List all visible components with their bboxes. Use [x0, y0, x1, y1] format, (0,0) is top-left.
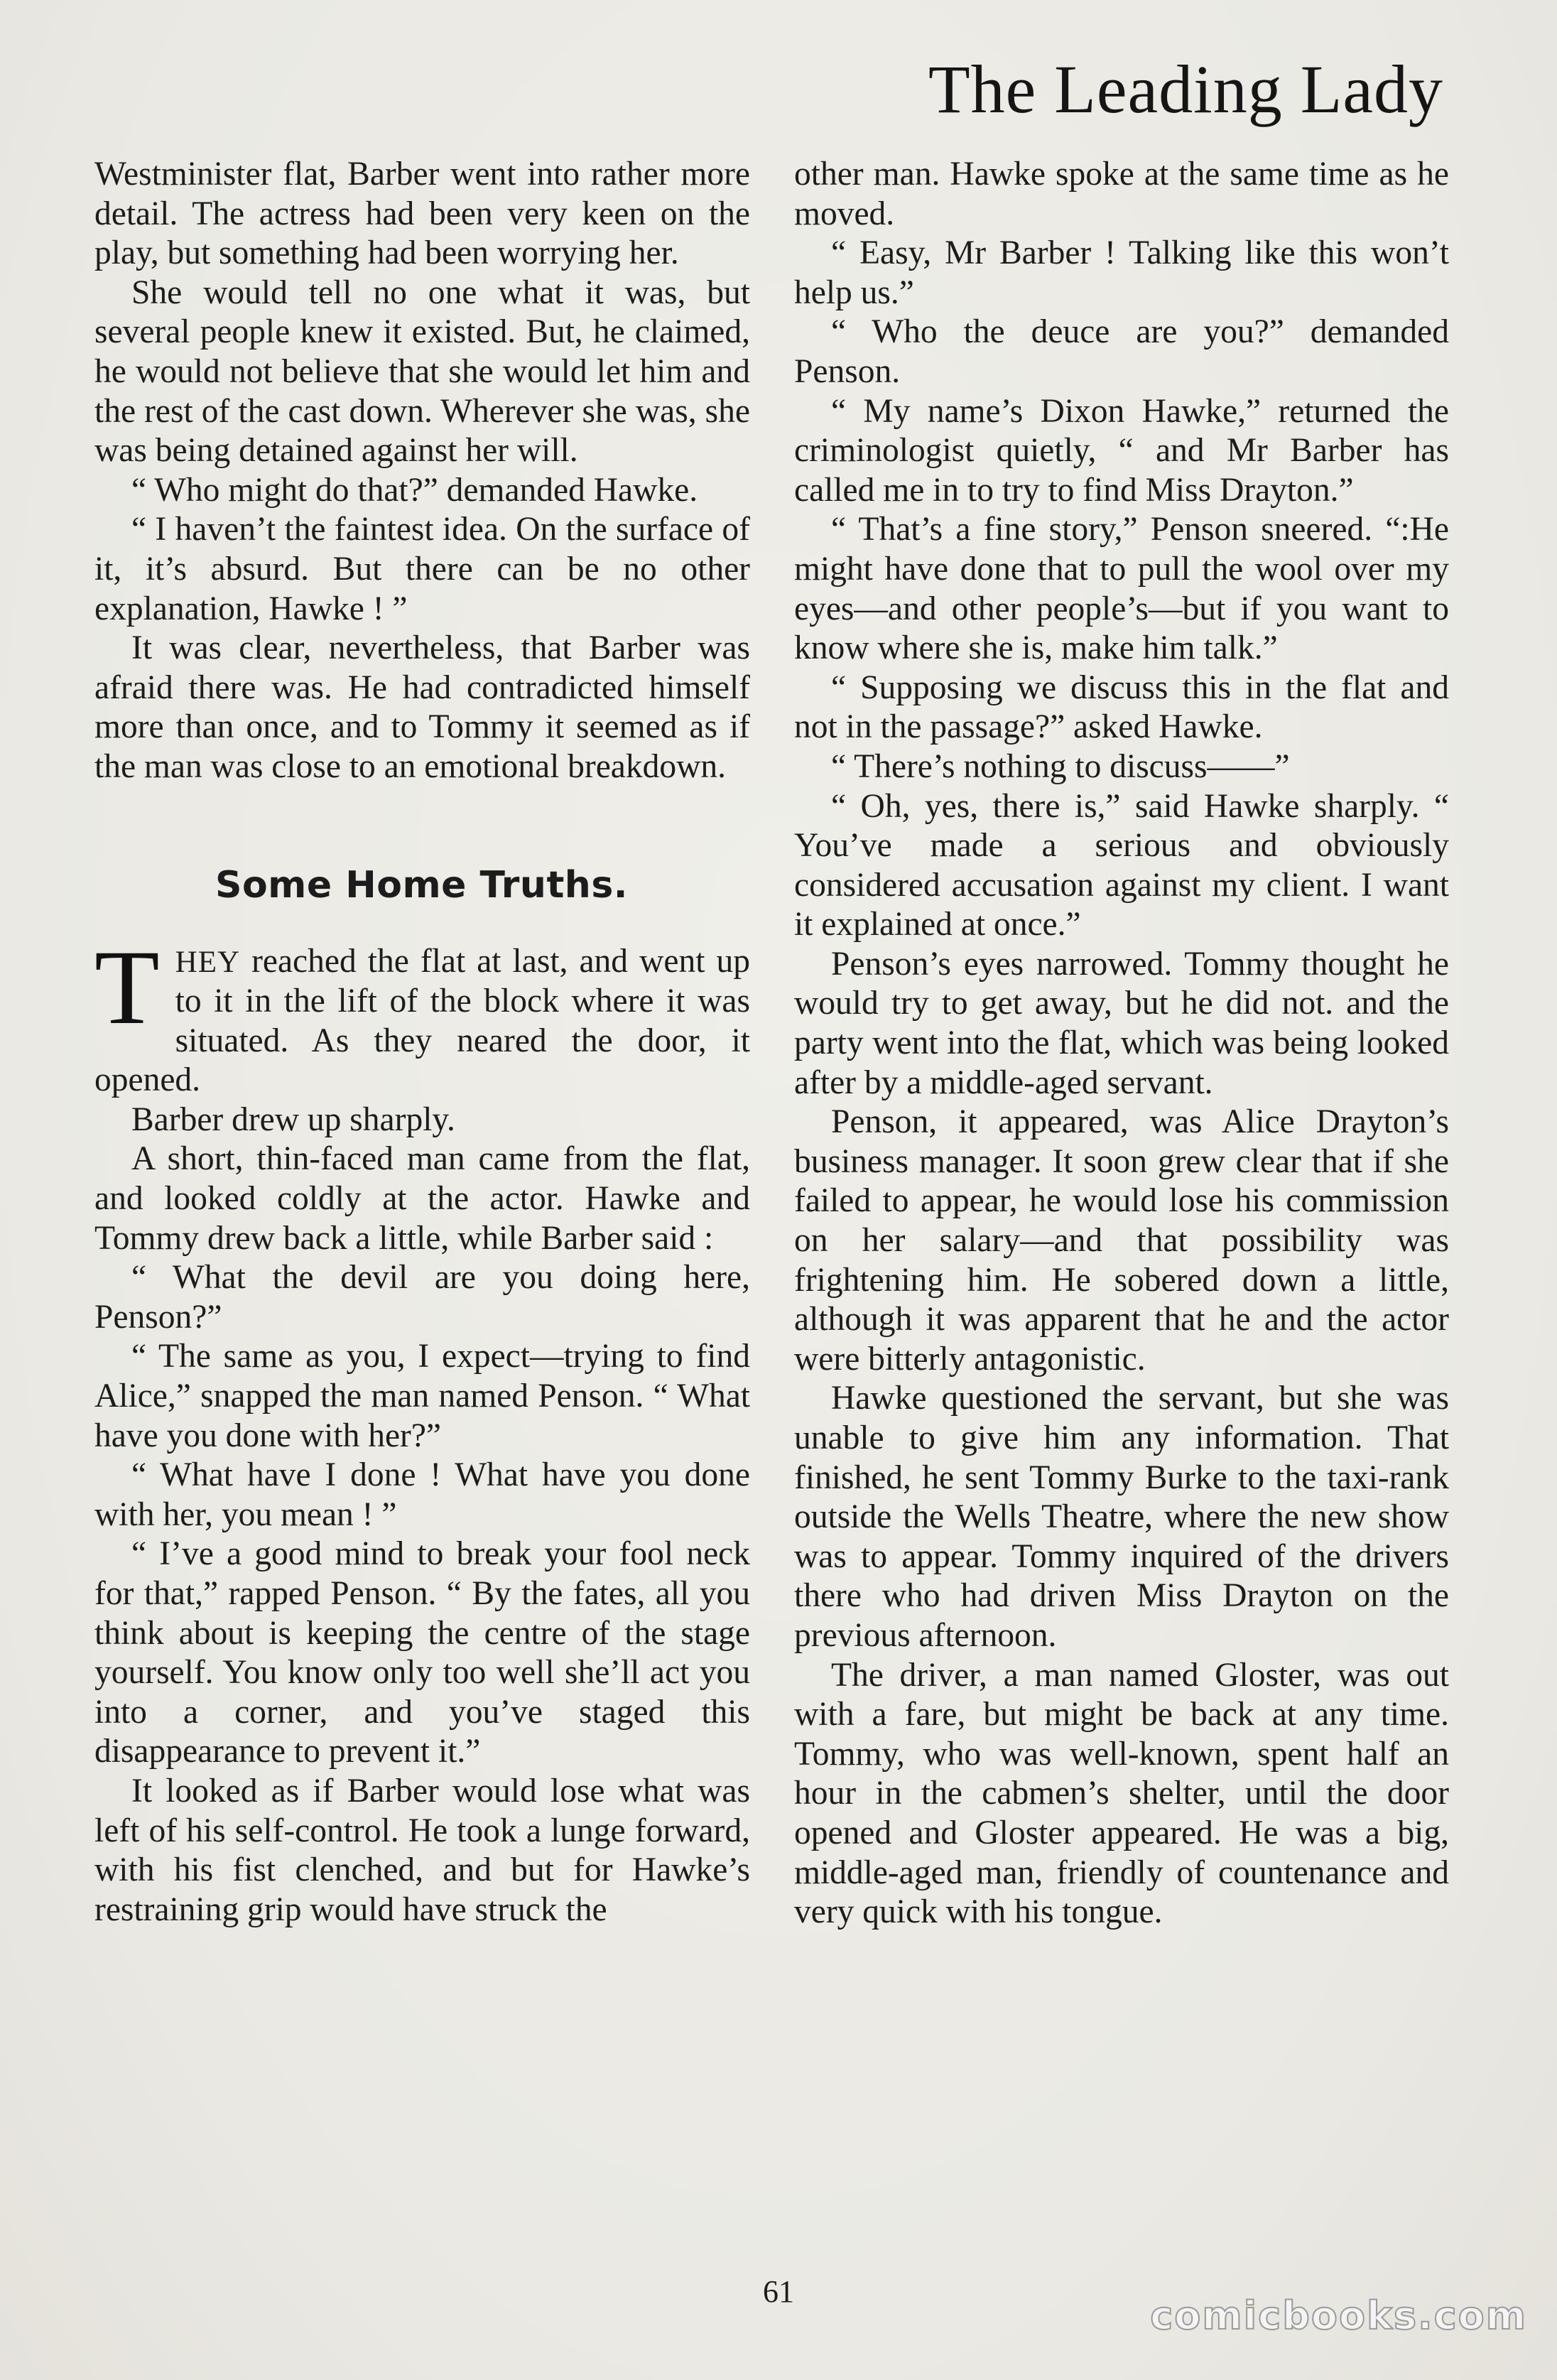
paragraph: Westminister flat, Barber went into rather more detail. The actress had been very keen on the play, but something had been worrying her. — [94, 156, 750, 272]
watermark-logo: comicbooks.com — [1150, 2293, 1527, 2338]
paragraph: “ I’ve a good mind to break your fool neck for that,” rapped Penson. “ By the fates, all you think about is keeping the centre of the stage yourself. You know only too well she’ll act you into a corner, and you’ve staged this disappearance to prevent it.” — [94, 1535, 750, 1770]
running-title: The Leading Lady — [928, 51, 1443, 127]
paragraph: She would tell no one what it was, but several people knew it existed. But, he claimed, he would not believe that she would let him and the rest of the cast down. Wherever she was, she was being detained against her will. — [94, 274, 750, 470]
paragraph: “ Supposing we discuss this in the flat and not in the passage?” asked Hawke. — [794, 669, 1449, 746]
paragraph: “ Who might do that?” demanded Hawke. — [131, 471, 698, 509]
section-subheading: Some Home Truths. — [215, 863, 629, 907]
paragraph: “ Who the deuce are you?” demanded Penson. — [794, 313, 1449, 390]
page-number: 61 — [763, 2274, 794, 2309]
paragraph: “ I haven’t the faintest idea. On the surface of it, it’s absurd. But there can be no other explanation, Hawke ! ” — [94, 511, 750, 627]
paragraph: It was clear, nevertheless, that Barber was afraid there was. He had contradicted himself more than once, and to Tommy it seemed as if the man was close to an emotional breakdown. — [94, 629, 750, 785]
paragraph: “ What the devil are you doing here, Penson?” — [94, 1259, 750, 1336]
paragraph: A short, thin-faced man came from the flat, and looked coldly at the actor. Hawke and Tommy drew back a little, while Barber said : — [94, 1140, 750, 1257]
paragraph: The driver, a man named Gloster, was out with a fare, but might be back at any time. Tommy, who was well-known, spent half an hour in the cabmen’s shelter, until the door opened and Gloster appeared. He was a big, middle-aged man, friendly of countenance and very quick with his tongue. — [794, 1656, 1449, 1931]
paragraph: “ That’s a fine story,” Penson sneered. “:He might have done that to pull the wool over my eyes—and other people’s—but if you want to know where she is, make him talk.” — [794, 511, 1449, 667]
paragraph: Penson’s eyes narrowed. Tommy thought he would try to get away, but he did not. and the party went into the flat, which was being looked after by a middle-aged servant. — [794, 945, 1449, 1101]
right-column — [794, 155, 1449, 1932]
paragraph: “ Easy, Mr Barber ! Talking like this won’t help us.” — [794, 234, 1449, 311]
paragraph: Barber drew up sharply. — [131, 1100, 455, 1138]
paragraph: Hawke questioned the servant, but she was unable to give him any information. That finished, he sent Tommy Burke to the taxi-rank outside the Wells Theatre, where the new show was to appear. Tommy inquired of the drivers there who had driven Miss Drayton on the previous afternoon. — [794, 1380, 1449, 1654]
paragraph: “ My name’s Dixon Hawke,” returned the criminologist quietly, “ and Mr Barber has called me in to try to find Miss Drayton.” — [794, 392, 1449, 509]
paragraph: It looked as if Barber would lose what was left of his self-control. He took a lunge forward, with his fist clenched, and but for Hawke’s restraining grip would have struck the — [94, 1772, 750, 1928]
paragraph: “ Oh, yes, there is,” said Hawke sharply. “ You’ve made a serious and obviously considered accusation against my client. I want it explained at once.” — [794, 787, 1449, 943]
drop-cap: T — [94, 928, 160, 1046]
paragraph: “ What have I done ! What have you done with her, you mean ! ” — [94, 1456, 750, 1533]
paragraph: “ The same as you, I expect—trying to find Alice,” snapped the man named Penson. “ What have you done with her?” — [94, 1338, 750, 1454]
dropcap-paragraph — [94, 928, 750, 1100]
dropcap-smallcaps: HEY — [175, 945, 241, 979]
dropcap-text: reached the flat at last, and went up to it in the lift of the block where it was situated. As they neared the door, it opened. — [94, 942, 750, 1099]
paragraph: Penson, it appeared, was Alice Drayton’s business manager. It soon grew clear that if she failed to appear, he would lose his commission on her salary—and that possibility was frightening him. He sobered down a little, although it was apparent that he and the actor were bitterly antagonistic. — [794, 1103, 1449, 1378]
paragraph: other man. Hawke spoke at the same time as he moved. — [794, 156, 1449, 232]
paragraph: “ There’s nothing to discuss——” — [831, 747, 1290, 785]
left-column — [94, 155, 750, 1930]
